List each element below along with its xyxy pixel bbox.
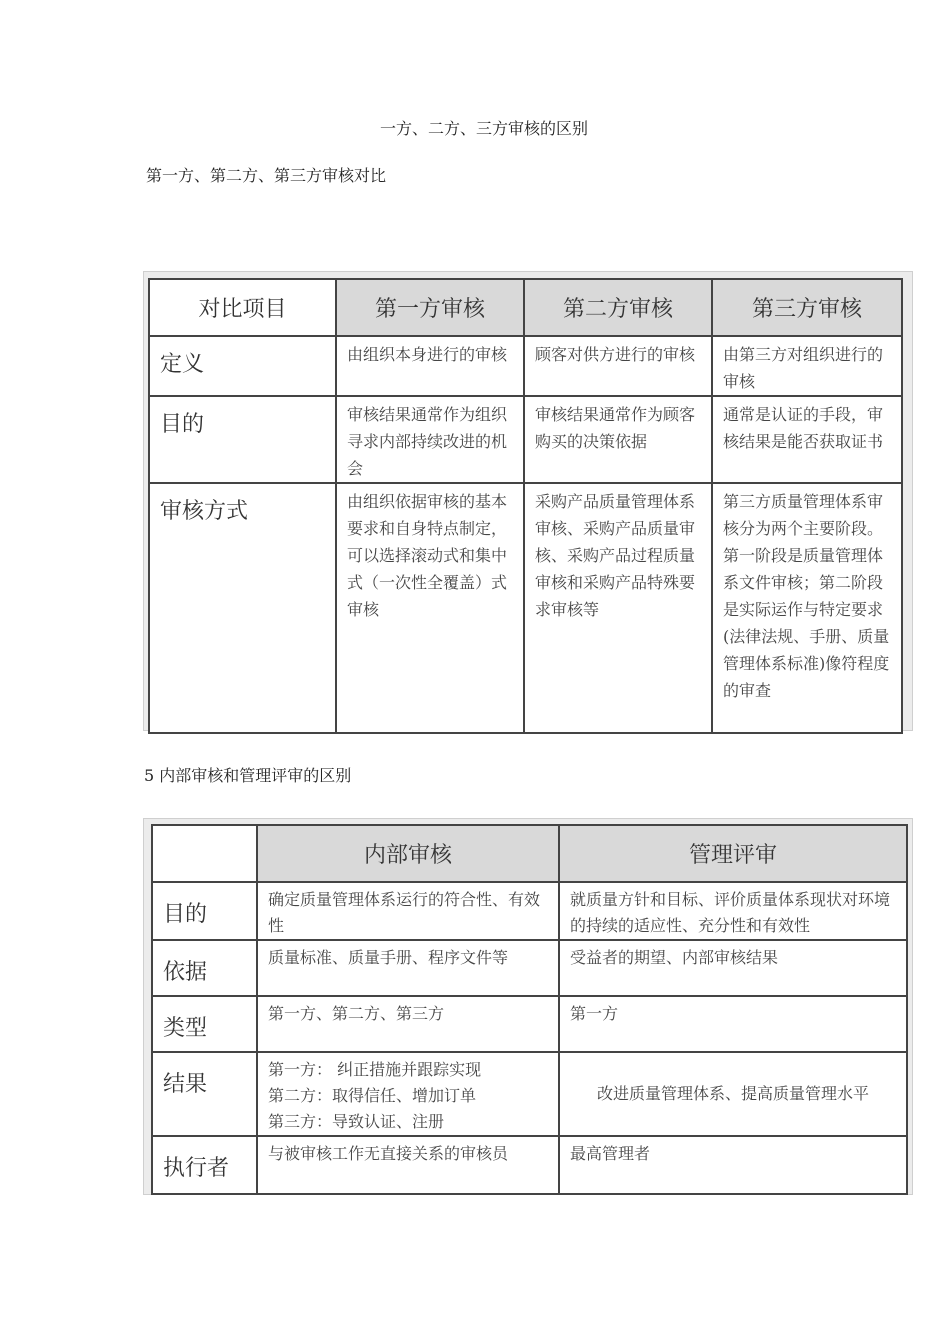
table1-header-first-party: 第一方审核: [336, 279, 524, 336]
table-cell: 第一方、第二方、第三方: [257, 996, 559, 1052]
section2-title: 5 内部审核和管理评审的区别: [144, 766, 352, 785]
row-label-result: 结果: [152, 1052, 257, 1136]
table-row: [152, 882, 907, 940]
table-cell: 采购产品质量管理体系审核、采购产品质量审核、采购产品过程质量审核和采购产品特殊要求审核等: [524, 483, 712, 733]
table-cell: 确定质量管理体系运行的符合性、有效性: [257, 882, 559, 940]
table-cell: 改进质量管理体系、提高质量管理水平: [559, 1052, 907, 1136]
table2-header-row: [152, 825, 907, 882]
comparison-table-audit-parties: [148, 278, 903, 734]
table-row: [149, 336, 902, 396]
table-cell: 由第三方对组织进行的审核: [712, 336, 902, 396]
row-label-basis: 依据: [152, 940, 257, 996]
table-cell: 就质量方针和目标、评价质量体系现状对环境的持续的适应性、充分性和有效性: [559, 882, 907, 940]
section1-title: 第一方、第二方、第三方审核对比: [146, 166, 387, 185]
row-label-type: 类型: [152, 996, 257, 1052]
result-line-third-party: 第三方：导致认证、注册: [268, 1112, 445, 1131]
document-title: 一方、二方、三方审核的区别: [379, 119, 588, 138]
row-label-definition: 定义: [149, 336, 336, 396]
table-cell: 第三方质量管理体系审核分为两个主要阶段。第一阶段是质量管理体系文件审核；第二阶段是实际运作与特定要求(法律法规、手册、质量管理体系标准)像符程度的审查: [712, 483, 902, 733]
table-row: [152, 940, 907, 996]
table-cell: 由组织本身进行的审核: [336, 336, 524, 396]
row-label-purpose: 目的: [152, 882, 257, 940]
row-label-audit-method: 审核方式: [149, 483, 336, 733]
table-cell: 第一方: [559, 996, 907, 1052]
table-cell: 审核结果通常作为顾客购买的决策依据: [524, 396, 712, 483]
table-cell: 最高管理者: [559, 1136, 907, 1194]
table-cell: 由组织依据审核的基本要求和自身特点制定，可以选择滚动式和集中式（一次性全覆盖）式审核: [336, 483, 524, 733]
comparison-table-internal-audit-management-review: [151, 824, 908, 1195]
table1-header-third-party: 第三方审核: [712, 279, 902, 336]
table1-header-second-party: 第二方审核: [524, 279, 712, 336]
table-row: [149, 483, 902, 733]
table2-header-management-review: 管理评审: [559, 825, 907, 882]
table-row: [152, 996, 907, 1052]
table2-header-internal-audit: 内部审核: [257, 825, 559, 882]
table-cell: 与被审核工作无直接关系的审核员: [257, 1136, 559, 1194]
table-cell: 审核结果通常作为组织寻求内部持续改进的机会: [336, 396, 524, 483]
table-cell: [257, 1052, 559, 1136]
result-line-second-party: 第二方：取得信任、增加订单: [268, 1086, 477, 1105]
table-cell: 通常是认证的手段，审核结果是能否获取证书: [712, 396, 902, 483]
row-label-executor: 执行者: [152, 1136, 257, 1194]
table-cell: 受益者的期望、内部审核结果: [559, 940, 907, 996]
table-cell: 质量标准、质量手册、程序文件等: [257, 940, 559, 996]
table1-header-item: 对比项目: [149, 279, 336, 336]
table-row: [152, 1136, 907, 1194]
table-row: [152, 1052, 907, 1136]
table2-header-empty: [152, 825, 257, 882]
table-row: [149, 396, 902, 483]
row-label-purpose: 目的: [149, 396, 336, 483]
table-cell: 顾客对供方进行的审核: [524, 336, 712, 396]
result-line-first-party: 第一方： 纠正措施并跟踪实现: [268, 1060, 482, 1079]
table1-header-row: [149, 279, 902, 336]
